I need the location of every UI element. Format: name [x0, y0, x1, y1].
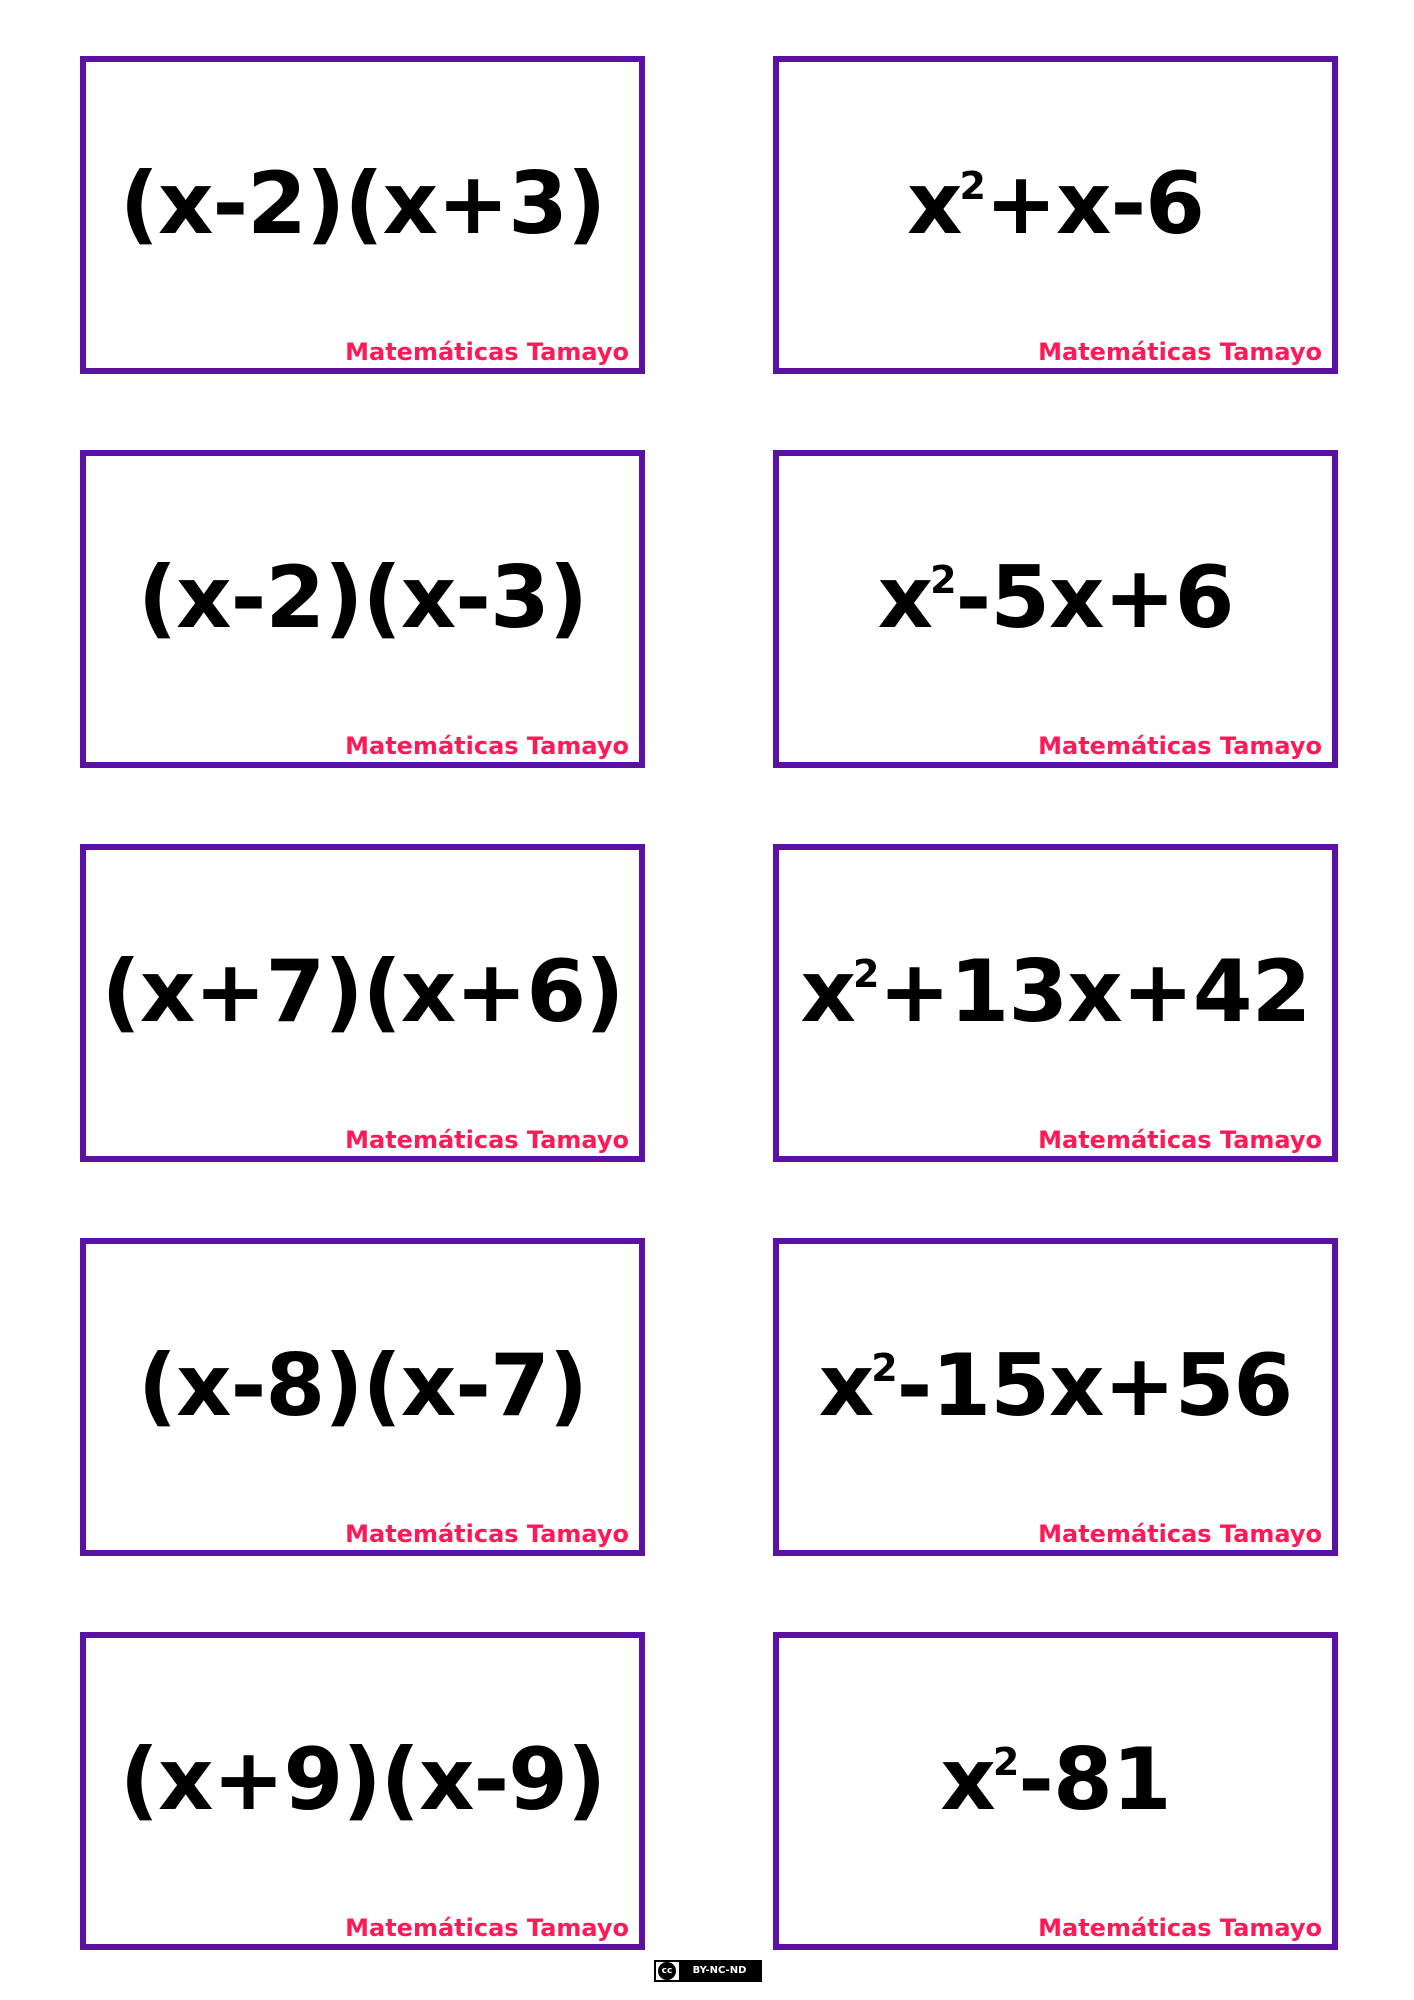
factored-expression: (x+9)(x-9): [119, 1730, 606, 1830]
expr-rest: -5x+6: [955, 548, 1234, 648]
brand-label: Matemáticas Tamayo: [345, 1520, 629, 1548]
expanded-expression: [779, 1336, 1332, 1436]
card-expanded-1: [773, 56, 1338, 374]
brand-label: Matemáticas Tamayo: [1038, 1126, 1322, 1154]
brand-label: Matemáticas Tamayo: [1038, 1520, 1322, 1548]
factored-expression: (x-2)(x-3): [137, 548, 588, 648]
license-label: BY-NC-ND: [679, 1962, 760, 1980]
expr-rest: +13x+42: [878, 942, 1311, 1042]
brand-label: Matemáticas Tamayo: [345, 1914, 629, 1942]
expanded-expression: [779, 154, 1332, 254]
brand-label: Matemáticas Tamayo: [1038, 1914, 1322, 1942]
factored-expression: (x+7)(x+6): [101, 942, 624, 1042]
exponent: 2: [930, 558, 956, 602]
card-expanded-4: [773, 1238, 1338, 1556]
license-badge: [654, 1960, 762, 1982]
card-factored-4: [80, 1238, 645, 1556]
creative-commons-icon: cc: [658, 1962, 676, 1980]
card-factored-3: [80, 844, 645, 1162]
expr-base: x: [940, 1730, 995, 1830]
card-factored-5: [80, 1632, 645, 1950]
factored-expression: (x-8)(x-7): [137, 1336, 588, 1436]
card-expanded-5: [773, 1632, 1338, 1950]
exponent: 2: [992, 1740, 1019, 1784]
expanded-expression: [779, 942, 1332, 1042]
brand-label: Matemáticas Tamayo: [1038, 338, 1322, 366]
expanded-expression: [779, 1730, 1332, 1830]
expr-rest: -81: [1018, 1730, 1171, 1830]
expr-base: x: [800, 942, 856, 1042]
brand-label: Matemáticas Tamayo: [345, 1126, 629, 1154]
brand-label: Matemáticas Tamayo: [345, 732, 629, 760]
card-expanded-3: [773, 844, 1338, 1162]
card-expanded-2: [773, 450, 1338, 768]
brand-label: Matemáticas Tamayo: [345, 338, 629, 366]
expr-base: x: [907, 154, 962, 254]
card-factored-1: [80, 56, 645, 374]
expr-base: x: [818, 1336, 874, 1436]
card-factored-2: [80, 450, 645, 768]
expanded-expression: [779, 548, 1332, 648]
expr-base: x: [877, 548, 933, 648]
expr-rest: +x-6: [984, 154, 1204, 254]
expr-rest: -15x+56: [896, 1336, 1293, 1436]
exponent: 2: [871, 1346, 897, 1390]
brand-label: Matemáticas Tamayo: [1038, 732, 1322, 760]
factored-expression: (x-2)(x+3): [119, 154, 606, 254]
exponent: 2: [853, 952, 879, 996]
exponent: 2: [959, 164, 985, 208]
